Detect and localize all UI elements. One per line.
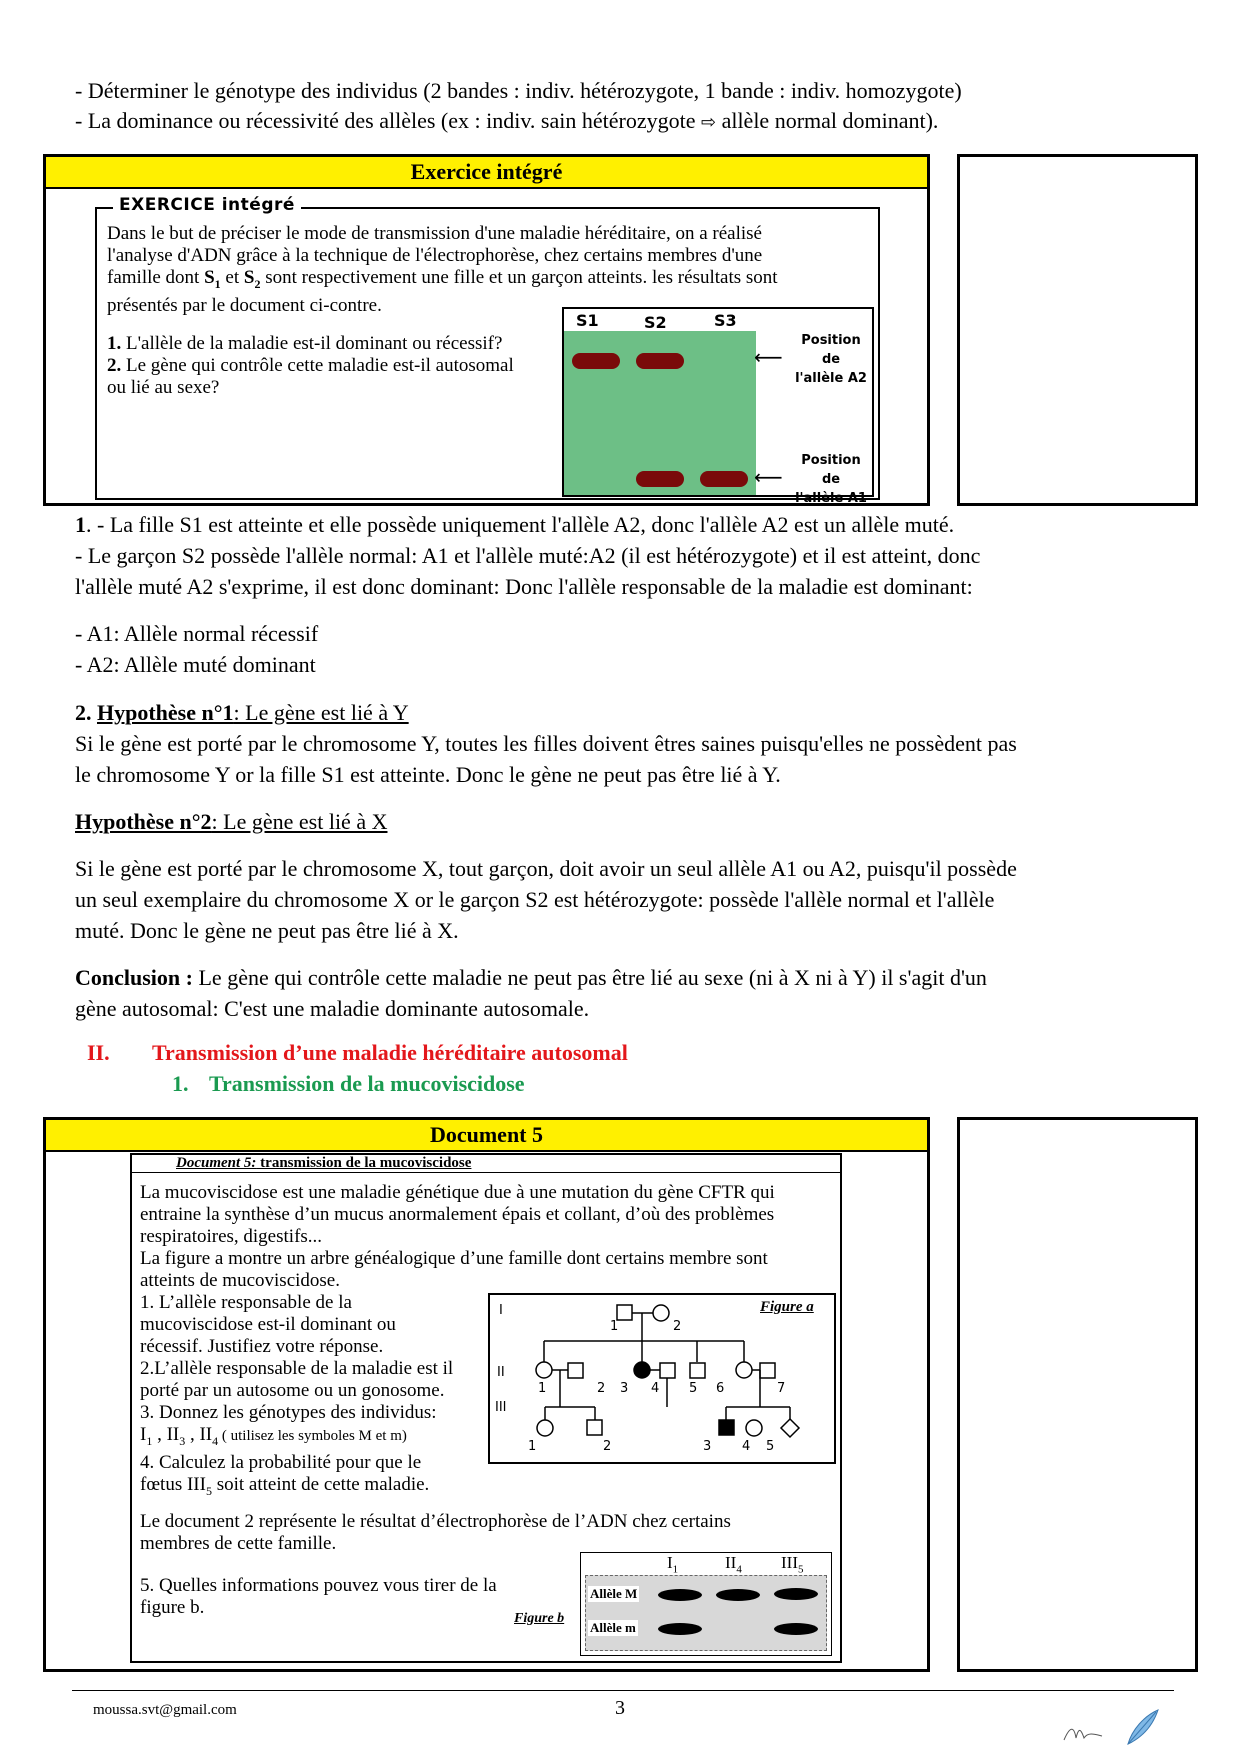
gel-col-s1: S1 [576,311,599,330]
pedigree-ii7-male [760,1363,775,1378]
label-ii6: 6 [716,1381,725,1396]
hypothesis-2-title: Hypothèse n°2: Le gène est lié à X [75,809,388,834]
figure-b-row-allele-m: Allèle m [590,1620,636,1635]
hypothesis-2-line-3: muté. Donc le gène ne peut pas être lié à X. [75,918,459,943]
footer-rule [72,1690,1174,1691]
document5-question-5 [140,1575,560,1619]
section-title: Transmission d’une maladie héréditaire autosomal [152,1040,628,1065]
caption-divider [130,1172,842,1173]
arrow-right-icon: ⇨ [700,112,717,133]
exercise-header: Exercice intégré [46,157,927,189]
band-i1-M [658,1589,702,1601]
doc5-q4-line-1: 4. Calculez la probabilité pour que le [140,1451,422,1473]
band-iii5-m [774,1623,818,1635]
exercise-questions [107,333,567,399]
document5-questions [140,1292,490,1502]
notes-box-1 [957,154,1198,506]
doc5-q2-line-2: porté par un autosome ou un gonosome. [140,1380,445,1401]
pedigree-svg [490,1295,834,1462]
doc5-q5-line-2: figure b. [140,1597,205,1618]
answer-2-hyp1 [75,697,1185,790]
label-ii2: 2 [597,1381,606,1396]
pedigree-iii5-unknown [781,1419,799,1437]
figure-b [580,1552,832,1656]
hypothesis-1-line-2: le chromosome Y or la fille S1 est atteinte. Donc le gène ne peut pas être lié à Y. [75,762,781,787]
hypothesis-1-line-1: Si le gène est porté par le chromosome Y, toutes les filles doivent êtres saines puisqu'elles ne possèdent pas [75,731,1017,756]
intro-line-2-a: - La dominance ou récessivité des allèles (ex : indiv. sain hétérozygote [75,108,696,133]
gel-figure [562,307,874,506]
exercise-text-line-2: l'analyse d'ADN grâce à la technique de l'électrophorèse, chez certains membres d'une [107,245,763,266]
gel-col-s3: S3 [714,311,737,330]
conclusion-line-1: Conclusion : Le gène qui contrôle cette maladie ne peut pas être lié au sexe (ni à X ni à Y) il s'agit d'un [75,965,987,990]
intro-line-2-b: allèle normal dominant). [721,108,939,133]
hypothesis-1-title: 2. Hypothèse n°1: Le gène est lié à Y [75,700,409,725]
pedigree-figure [488,1293,836,1464]
generation-ii: II [497,1365,505,1380]
label-iii5: 5 [766,1439,775,1454]
label-i2: 2 [673,1319,682,1334]
exercise-text-line-4: présentés par le document ci-contre. [107,294,382,316]
document5-header: Document 5 [46,1120,927,1152]
exercise-text-line-1: Dans le but de préciser le mode de transmission d'une maladie héréditaire, on a réalisé [107,223,762,244]
label-iii4: 4 [742,1439,751,1454]
pedigree-ii2-male [568,1363,583,1378]
gel-label-a1: Position de l'allèle A1 [795,453,867,506]
doc5-text-line-2: entraine la synthèse d’un mucus anormalement épais et collant, d’où des problèmes [140,1204,775,1225]
doc5-text-line-6: Le document 2 représente le résultat d’électrophorèse de l’ADN chez certains [140,1511,731,1532]
gel-band-s2-a2 [636,353,684,369]
answer-1-line-1: 1. - La fille S1 est atteinte et elle possède uniquement l'allèle A2, donc l'allèle A2 est un allèle muté. [75,512,955,537]
gel-band-s2-a1 [636,471,684,487]
hypothesis-2-line-2: un seul exemplaire du chromosome X or le garçon S2 est hétérozygote: possède l'allèle normal et l'allèle [75,887,995,912]
intro-line-1: - Déterminer le génotype des individus (2 bandes : indiv. hétérozygote, 1 bande : indiv. homozygote) [75,78,962,103]
pedigree-ii6-female [736,1362,752,1378]
label-iii3: 3 [703,1439,712,1454]
section-roman: II. [87,1040,110,1065]
intro-line-2 [75,105,938,138]
doc5-q2-line-1: 2.L’allèle responsable de la maladie est il [140,1358,454,1379]
label-iii2: 2 [603,1439,612,1454]
answer-1-line-2: - Le garçon S2 possède l'allèle normal: A1 et l'allèle muté:A2 (il est hétérozygote) et il est atteint, donc [75,543,981,568]
answer-1-alleles [75,618,318,680]
exercise-legend: EXERCICE intégré [113,195,301,215]
allele-a2-line: - A2: Allèle muté dominant [75,652,316,677]
figure-b-col-iii5: $III_5$ [781,1553,804,1576]
doc5-text-line-7: membres de cette famille. [140,1533,337,1554]
answer-1-line-3: l'allèle muté A2 s'exprime, il est donc dominant: Donc l'allèle responsable de la maladie est dominant: [75,574,973,599]
doc5-q4-line-2: fœtus $III_5$ soit atteint de cette maladie. [140,1473,430,1498]
page-number: 3 [615,1697,625,1719]
pedigree-i2-female [653,1305,669,1321]
doc5-q1-line-3: récessif. Justifiez votre réponse. [140,1336,384,1357]
pedigree-iii2-male [587,1420,602,1435]
doc5-q3-line-2: $I_1$ , $II_3$ , $II_4$ ( utilisez les symboles M et m) [140,1424,407,1448]
subsection-number: 1. [172,1071,189,1096]
allele-a1-line: - A1: Allèle normal récessif [75,621,319,646]
pedigree-iii3-affected-male [719,1420,734,1435]
gel-band-s1-a2 [572,353,620,369]
document5-intro [140,1182,840,1292]
doc5-text-line-1: La mucoviscidose est une maladie génétique due à une mutation du gène CFTR qui [140,1182,775,1203]
notes-box-2 [957,1117,1198,1672]
band-ii4-M [716,1589,760,1601]
label-i1: 1 [610,1319,619,1334]
generation-iii: III [495,1400,507,1415]
figure-b-header [581,1553,831,1575]
footer-email: moussa.svt@gmail.com [93,1702,237,1718]
figure-b-gel [585,1575,827,1651]
doc5-q1-line-1: 1. L’allèle responsable de la [140,1292,352,1313]
answer-2-hyp2 [75,853,1185,946]
gel-label-a2: Position de l'allèle A2 [795,333,867,386]
exercise-text-line-3: famille dont $S_1$ et $S_2$ sont respectivement une fille et un garçon atteints. les résultats sont [107,267,778,291]
label-iii1: 1 [528,1439,537,1454]
gel-band-s3-a1 [700,471,748,487]
exercise-question-2-cont: ou lié au sexe? [107,377,220,398]
signature-logo [1058,1704,1168,1750]
exercise-text [107,223,867,317]
gel-col-s2: S2 [644,313,667,332]
exercise-question-1: 1. L'allèle de la maladie est-il dominant ou récessif? [107,333,503,354]
pedigree-ii3-affected-female [634,1362,650,1378]
figure-b-title: Figure b [514,1611,565,1626]
doc5-q1-line-2: mucoviscidose est-il dominant ou [140,1314,396,1335]
doc5-text-line-3: respiratoires, digestifs... [140,1226,323,1247]
doc5-q3-line-1: 3. Donnez les génotypes des individus: [140,1402,437,1423]
pedigree-ii4-male [660,1363,675,1378]
figure-b-row-allele-M: Allèle M [590,1586,638,1601]
subsection-title: Transmission de la mucoviscidose [209,1071,525,1096]
doc5-q5-line-1: 5. Quelles informations pouvez vous tirer de la [140,1575,497,1596]
doc5-text-line-4: La figure a montre un arbre généalogique d’une famille dont certains membre sont [140,1248,768,1269]
pedigree-ii1-female [536,1362,552,1378]
arrow-left-icon: ⟵ [754,465,783,489]
generation-i: I [499,1303,503,1318]
arrow-left-icon: ⟵ [754,345,783,369]
document5-electro-text [140,1511,840,1555]
label-ii3: 3 [620,1381,629,1396]
answer-1 [75,509,1185,602]
document5-caption: Document 5: transmission de la mucoviscidose [176,1155,472,1171]
figure-a-title: Figure a [760,1299,814,1315]
label-ii7: 7 [777,1381,786,1396]
label-ii5: 5 [689,1381,698,1396]
figure-b-col-ii4: $II_4$ [725,1553,742,1576]
figure-b-col-i1: $I_1$ [667,1553,679,1576]
conclusion [75,962,1185,1024]
pedigree-ii5-male [690,1363,705,1378]
pedigree-i1-male [617,1305,632,1320]
conclusion-line-2: gène autosomal: C'est une maladie dominante autosomale. [75,996,590,1021]
band-i1-m [658,1623,702,1635]
pedigree-iii1-female [537,1420,553,1436]
feather-icon [1058,1704,1168,1750]
exercise-question-2: 2. Le gène qui contrôle cette maladie est-il autosomal [107,355,514,376]
label-ii1: 1 [538,1381,547,1396]
doc5-text-line-5: atteints de mucoviscidose. [140,1270,340,1291]
label-ii4: 4 [651,1381,660,1396]
pedigree-iii4-female [746,1420,762,1436]
band-iii5-M [774,1588,818,1600]
hypothesis-2-line-1: Si le gène est porté par le chromosome X, tout garçon, doit avoir un seul allèle A1 ou A2, puisqu'il possède [75,856,1017,881]
